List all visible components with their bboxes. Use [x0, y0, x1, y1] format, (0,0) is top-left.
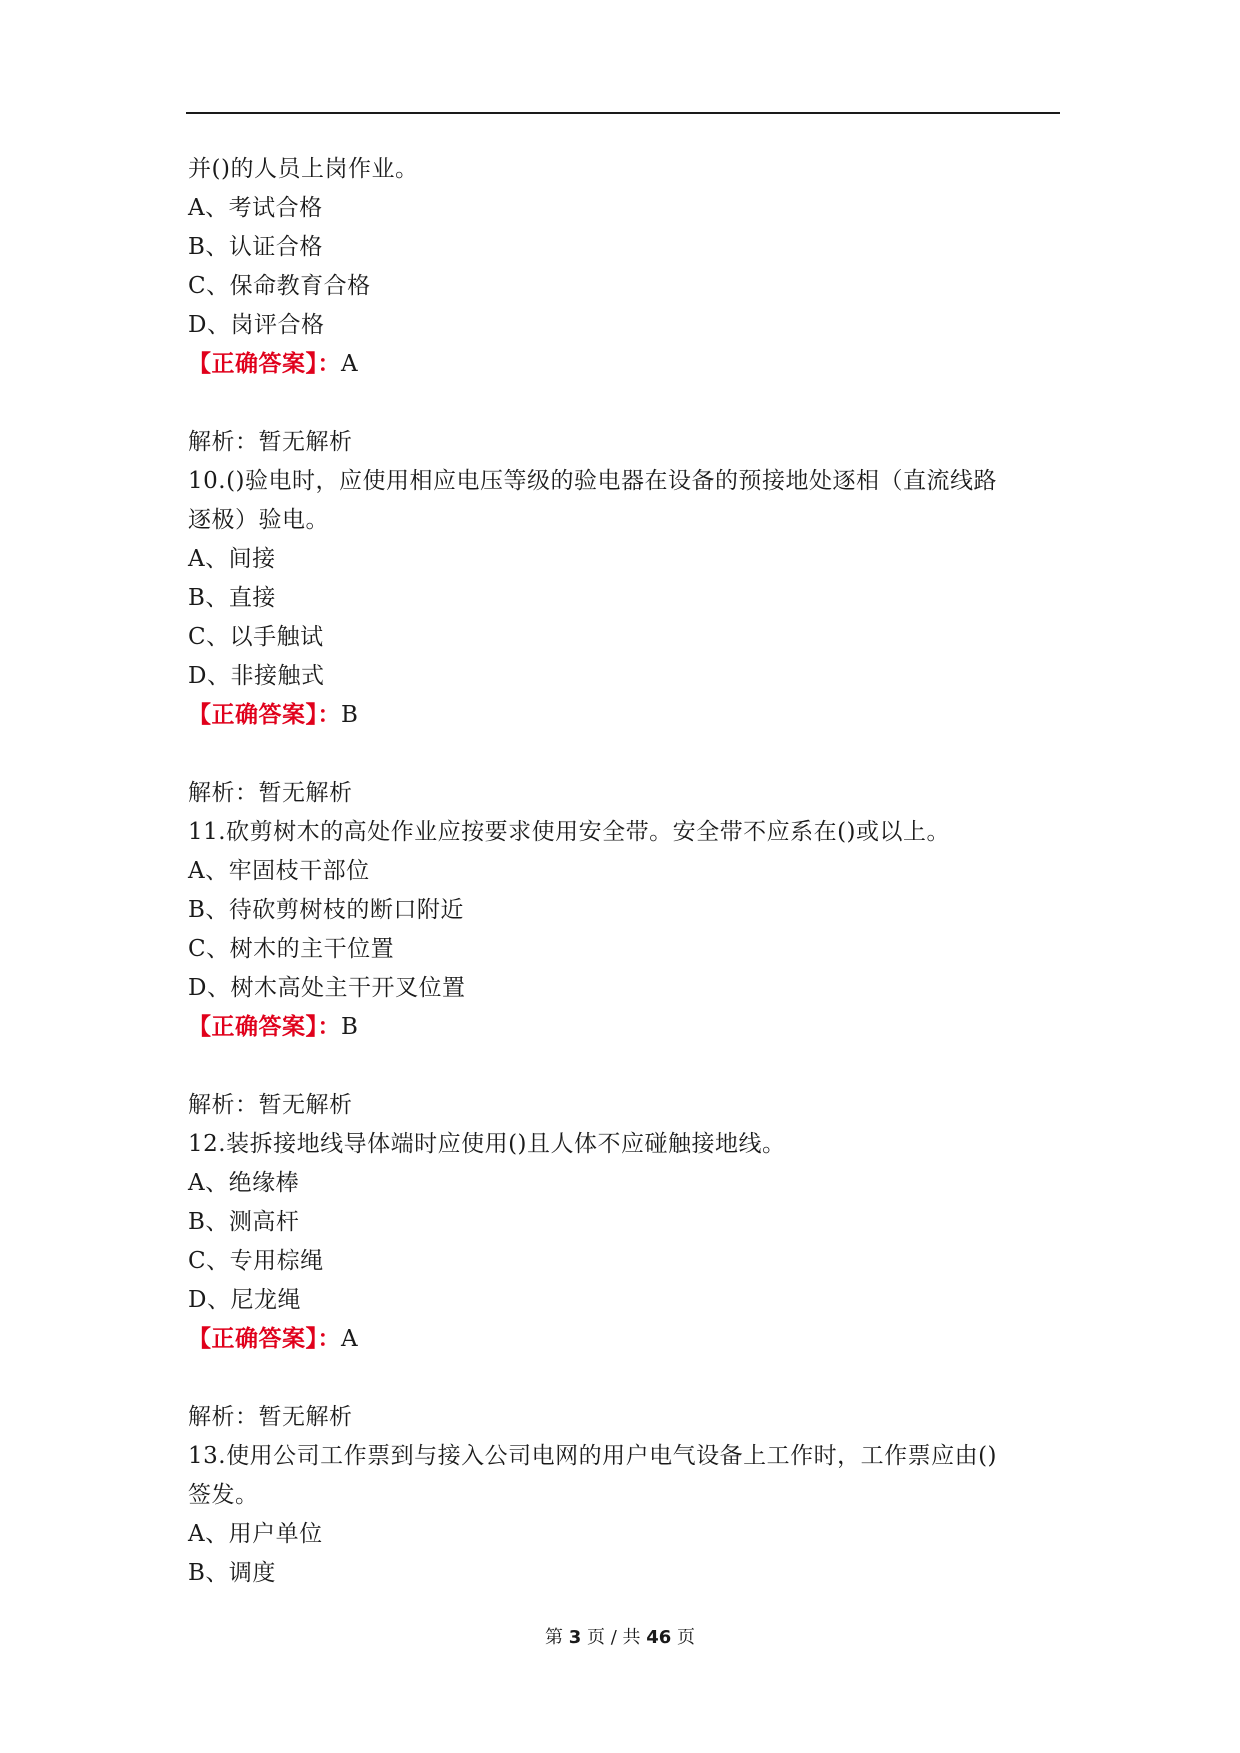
footer-prefix: 第: [544, 1627, 563, 1648]
header-rule: [186, 112, 1060, 114]
spacer: [188, 1047, 1060, 1086]
q11-option-a: A、牢固枝干部位: [188, 858, 370, 884]
q13-stem-line2: 签发。: [188, 1482, 259, 1508]
q9-option-c: C、保命教育合格: [188, 273, 371, 299]
answer-value: A: [341, 351, 359, 377]
q12-option-c: C、专用棕绳: [188, 1248, 324, 1274]
q12-analysis: 解析：暂无解析: [188, 1404, 353, 1430]
q10-stem-line2: 逐极）验电。: [188, 507, 329, 533]
q12-answer: [188, 1320, 1060, 1359]
footer-mid: 页 / 共: [586, 1627, 641, 1648]
spacer: [188, 735, 1060, 774]
q11-answer: [188, 1008, 1060, 1047]
q9-stem-tail: 并()的人员上岗作业。: [188, 156, 419, 182]
q10-analysis: 解析：暂无解析: [188, 780, 353, 806]
q11-option-b: B、待砍剪树枝的断口附近: [188, 897, 464, 923]
q12-stem: 12.装拆接地线导体端时应使用()且人体不应碰触接地线。: [188, 1131, 786, 1157]
answer-value: B: [341, 1014, 359, 1040]
q11-option-d: D、树木高处主干开叉位置: [188, 975, 466, 1001]
q10-option-a: A、间接: [188, 546, 276, 572]
answer-value: B: [341, 702, 359, 728]
document-body: [188, 150, 1060, 1593]
q10-option-c: C、以手触试: [188, 624, 324, 650]
answer-label: 【正确答案】：: [188, 1014, 341, 1040]
q11-analysis: 解析：暂无解析: [188, 1092, 353, 1118]
spacer: [188, 1359, 1060, 1398]
q13-stem-line1: 13.使用公司工作票到与接入公司电网的用户电气设备上工作时，工作票应由(): [188, 1443, 998, 1469]
q11-option-c: C、树木的主干位置: [188, 936, 395, 962]
q12-option-d: D、尼龙绳: [188, 1287, 301, 1313]
q13-option-b: B、调度: [188, 1560, 276, 1586]
q9-option-d: D、岗评合格: [188, 312, 325, 338]
footer-total-pages: 46: [646, 1627, 672, 1648]
footer-page-number: 3: [568, 1627, 582, 1648]
answer-label: 【正确答案】：: [188, 702, 341, 728]
q10-answer: [188, 696, 1060, 735]
q9-analysis: 解析：暂无解析: [188, 429, 353, 455]
q9-option-b: B、认证合格: [188, 234, 323, 260]
q9-answer: [188, 345, 1060, 384]
spacer: [188, 384, 1060, 423]
q10-stem-line1: 10.()验电时，应使用相应电压等级的验电器在设备的预接地处逐相（直流线路: [188, 468, 998, 494]
q10-option-d: D、非接触式: [188, 663, 325, 689]
footer-suffix: 页: [677, 1627, 696, 1648]
q10-option-b: B、直接: [188, 585, 276, 611]
q12-option-a: A、绝缘棒: [188, 1170, 300, 1196]
q9-option-a: A、考试合格: [188, 195, 323, 221]
answer-label: 【正确答案】：: [188, 351, 341, 377]
answer-value: A: [341, 1326, 359, 1352]
q13-option-a: A、用户单位: [188, 1521, 323, 1547]
page-footer: [0, 1623, 1240, 1649]
q12-option-b: B、测高杆: [188, 1209, 300, 1235]
q11-stem: 11.砍剪树木的高处作业应按要求使用安全带。安全带不应系在()或以上。: [188, 819, 951, 845]
answer-label: 【正确答案】：: [188, 1326, 341, 1352]
